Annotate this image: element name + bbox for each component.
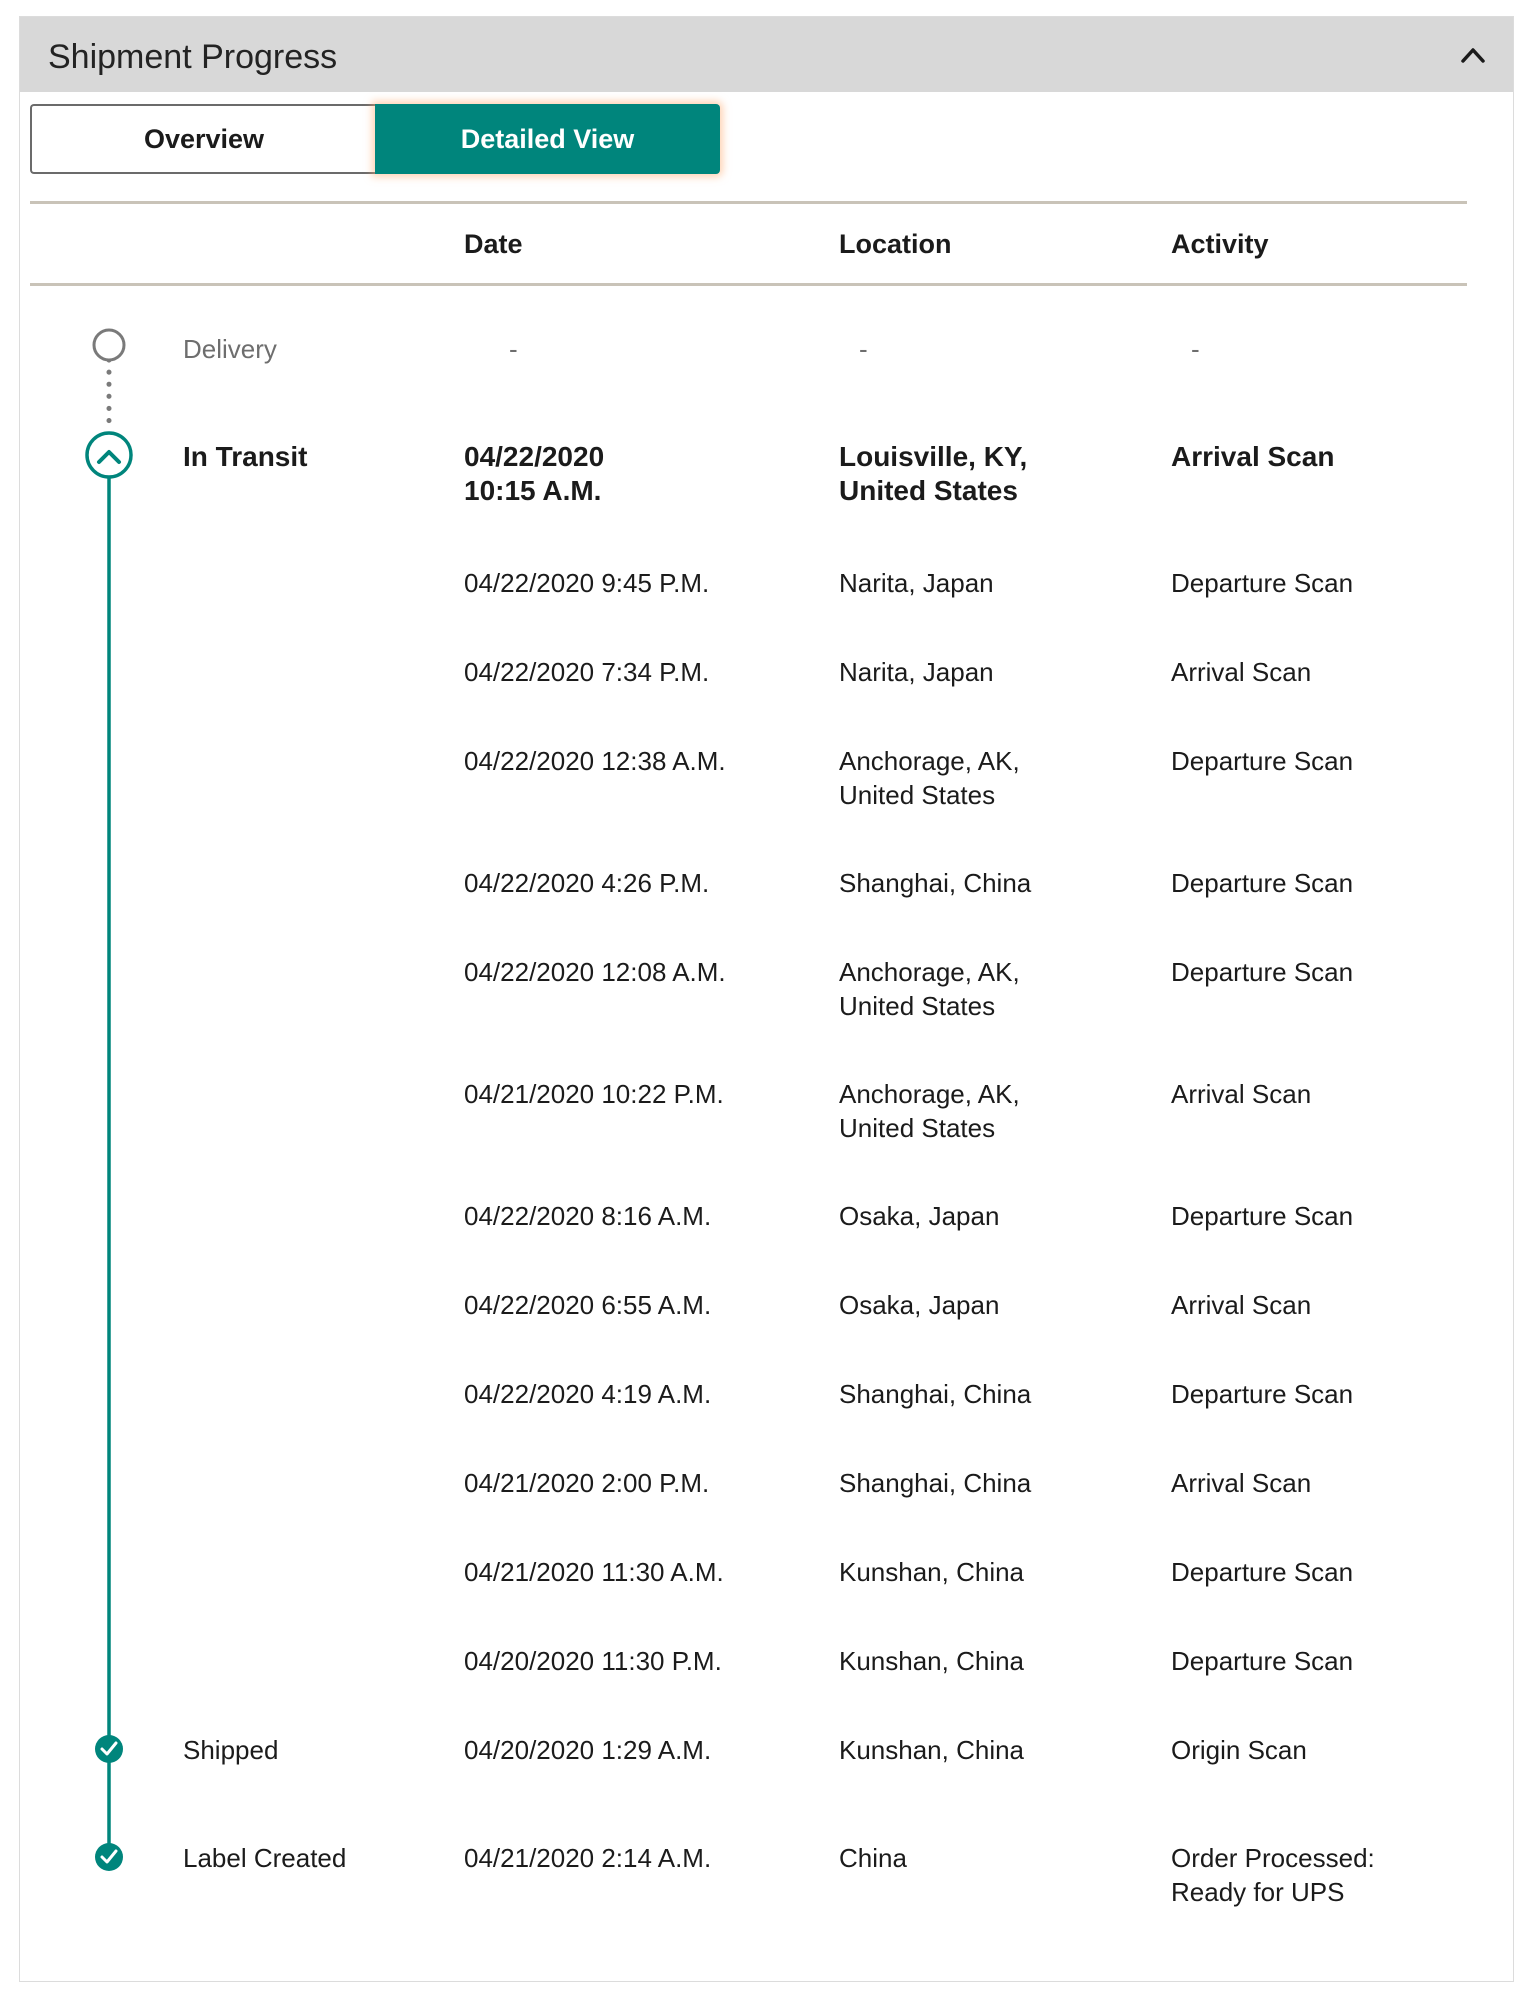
date-cell: 04/20/2020 1:29 A.M.: [464, 1735, 712, 1765]
location-cell: Osaka, Japan: [839, 1290, 1000, 1320]
activity-cell: -: [1191, 334, 1200, 364]
activity-cell: Departure Scan: [1171, 957, 1354, 987]
location-cell: Shanghai, China: [839, 1468, 1032, 1498]
activity-cell: Departure Scan: [1171, 568, 1354, 598]
activity-cell: Arrival Scan: [1171, 441, 1335, 472]
location-cell: Shanghai, China: [839, 1379, 1032, 1409]
date-cell: 04/21/2020 2:14 A.M.: [464, 1843, 712, 1873]
location-cell: Narita, Japan: [839, 657, 994, 687]
activity-cell: Arrival Scan: [1171, 1079, 1312, 1109]
date-cell: 04/22/2020 9:45 P.M.: [464, 568, 710, 598]
date-cell: 04/22/2020 8:16 A.M.: [464, 1201, 712, 1231]
status-label: Label Created: [183, 1843, 347, 1873]
date-cell: 04/21/2020 11:30 A.M.: [464, 1557, 724, 1587]
location-cell: Anchorage, AK, United States: [839, 957, 1020, 1021]
activity-cell: Departure Scan: [1171, 1201, 1354, 1231]
location-cell: Louisville, KY, United States: [839, 441, 1028, 506]
activity-cell: Arrival Scan: [1171, 657, 1312, 687]
date-cell: 04/21/2020 10:22 P.M.: [464, 1079, 724, 1109]
tab-overview[interactable]: Overview: [30, 104, 376, 174]
status-label: In Transit: [183, 441, 308, 472]
tab-detailed-view[interactable]: Detailed View: [375, 104, 720, 174]
date-cell: -: [509, 334, 518, 364]
location-cell: Kunshan, China: [839, 1735, 1025, 1765]
status-label: Delivery: [183, 334, 277, 364]
activity-cell: Departure Scan: [1171, 1557, 1354, 1587]
column-header-location: Location: [839, 229, 952, 259]
location-cell: -: [859, 334, 868, 364]
activity-cell: Departure Scan: [1171, 1646, 1354, 1676]
date-cell: 04/22/2020 6:55 A.M.: [464, 1290, 712, 1320]
location-cell: Shanghai, China: [839, 868, 1032, 898]
activity-cell: Departure Scan: [1171, 746, 1354, 776]
location-cell: Kunshan, China: [839, 1646, 1025, 1676]
date-cell: 04/21/2020 2:00 P.M.: [464, 1468, 710, 1498]
column-header-activity: Activity: [1171, 229, 1269, 259]
activity-cell: Departure Scan: [1171, 868, 1354, 898]
location-cell: Anchorage, AK, United States: [839, 746, 1020, 810]
date-cell: 04/22/2020 12:38 A.M.: [464, 746, 726, 776]
date-cell: 04/22/2020 12:08 A.M.: [464, 957, 726, 987]
location-cell: Anchorage, AK, United States: [839, 1079, 1020, 1143]
date-cell: 04/22/2020 4:26 P.M.: [464, 868, 710, 898]
date-cell: 04/20/2020 11:30 P.M.: [464, 1646, 722, 1676]
panel-title: Shipment Progress: [48, 38, 338, 76]
activity-cell: Origin Scan: [1171, 1735, 1307, 1765]
date-cell: 04/22/2020 7:34 P.M.: [464, 657, 710, 687]
activity-cell: Arrival Scan: [1171, 1468, 1312, 1498]
date-cell: 04/22/2020 4:19 A.M.: [464, 1379, 712, 1409]
location-cell: China: [839, 1843, 907, 1873]
location-cell: Osaka, Japan: [839, 1201, 1000, 1231]
location-cell: Kunshan, China: [839, 1557, 1025, 1587]
activity-cell: Arrival Scan: [1171, 1290, 1312, 1320]
location-cell: Narita, Japan: [839, 568, 994, 598]
column-header-date: Date: [464, 229, 523, 259]
activity-cell: Order Processed: Ready for UPS: [1171, 1843, 1375, 1907]
activity-cell: Departure Scan: [1171, 1379, 1354, 1409]
date-cell: 04/22/2020 10:15 A.M.: [464, 441, 605, 506]
status-label: Shipped: [183, 1735, 279, 1765]
